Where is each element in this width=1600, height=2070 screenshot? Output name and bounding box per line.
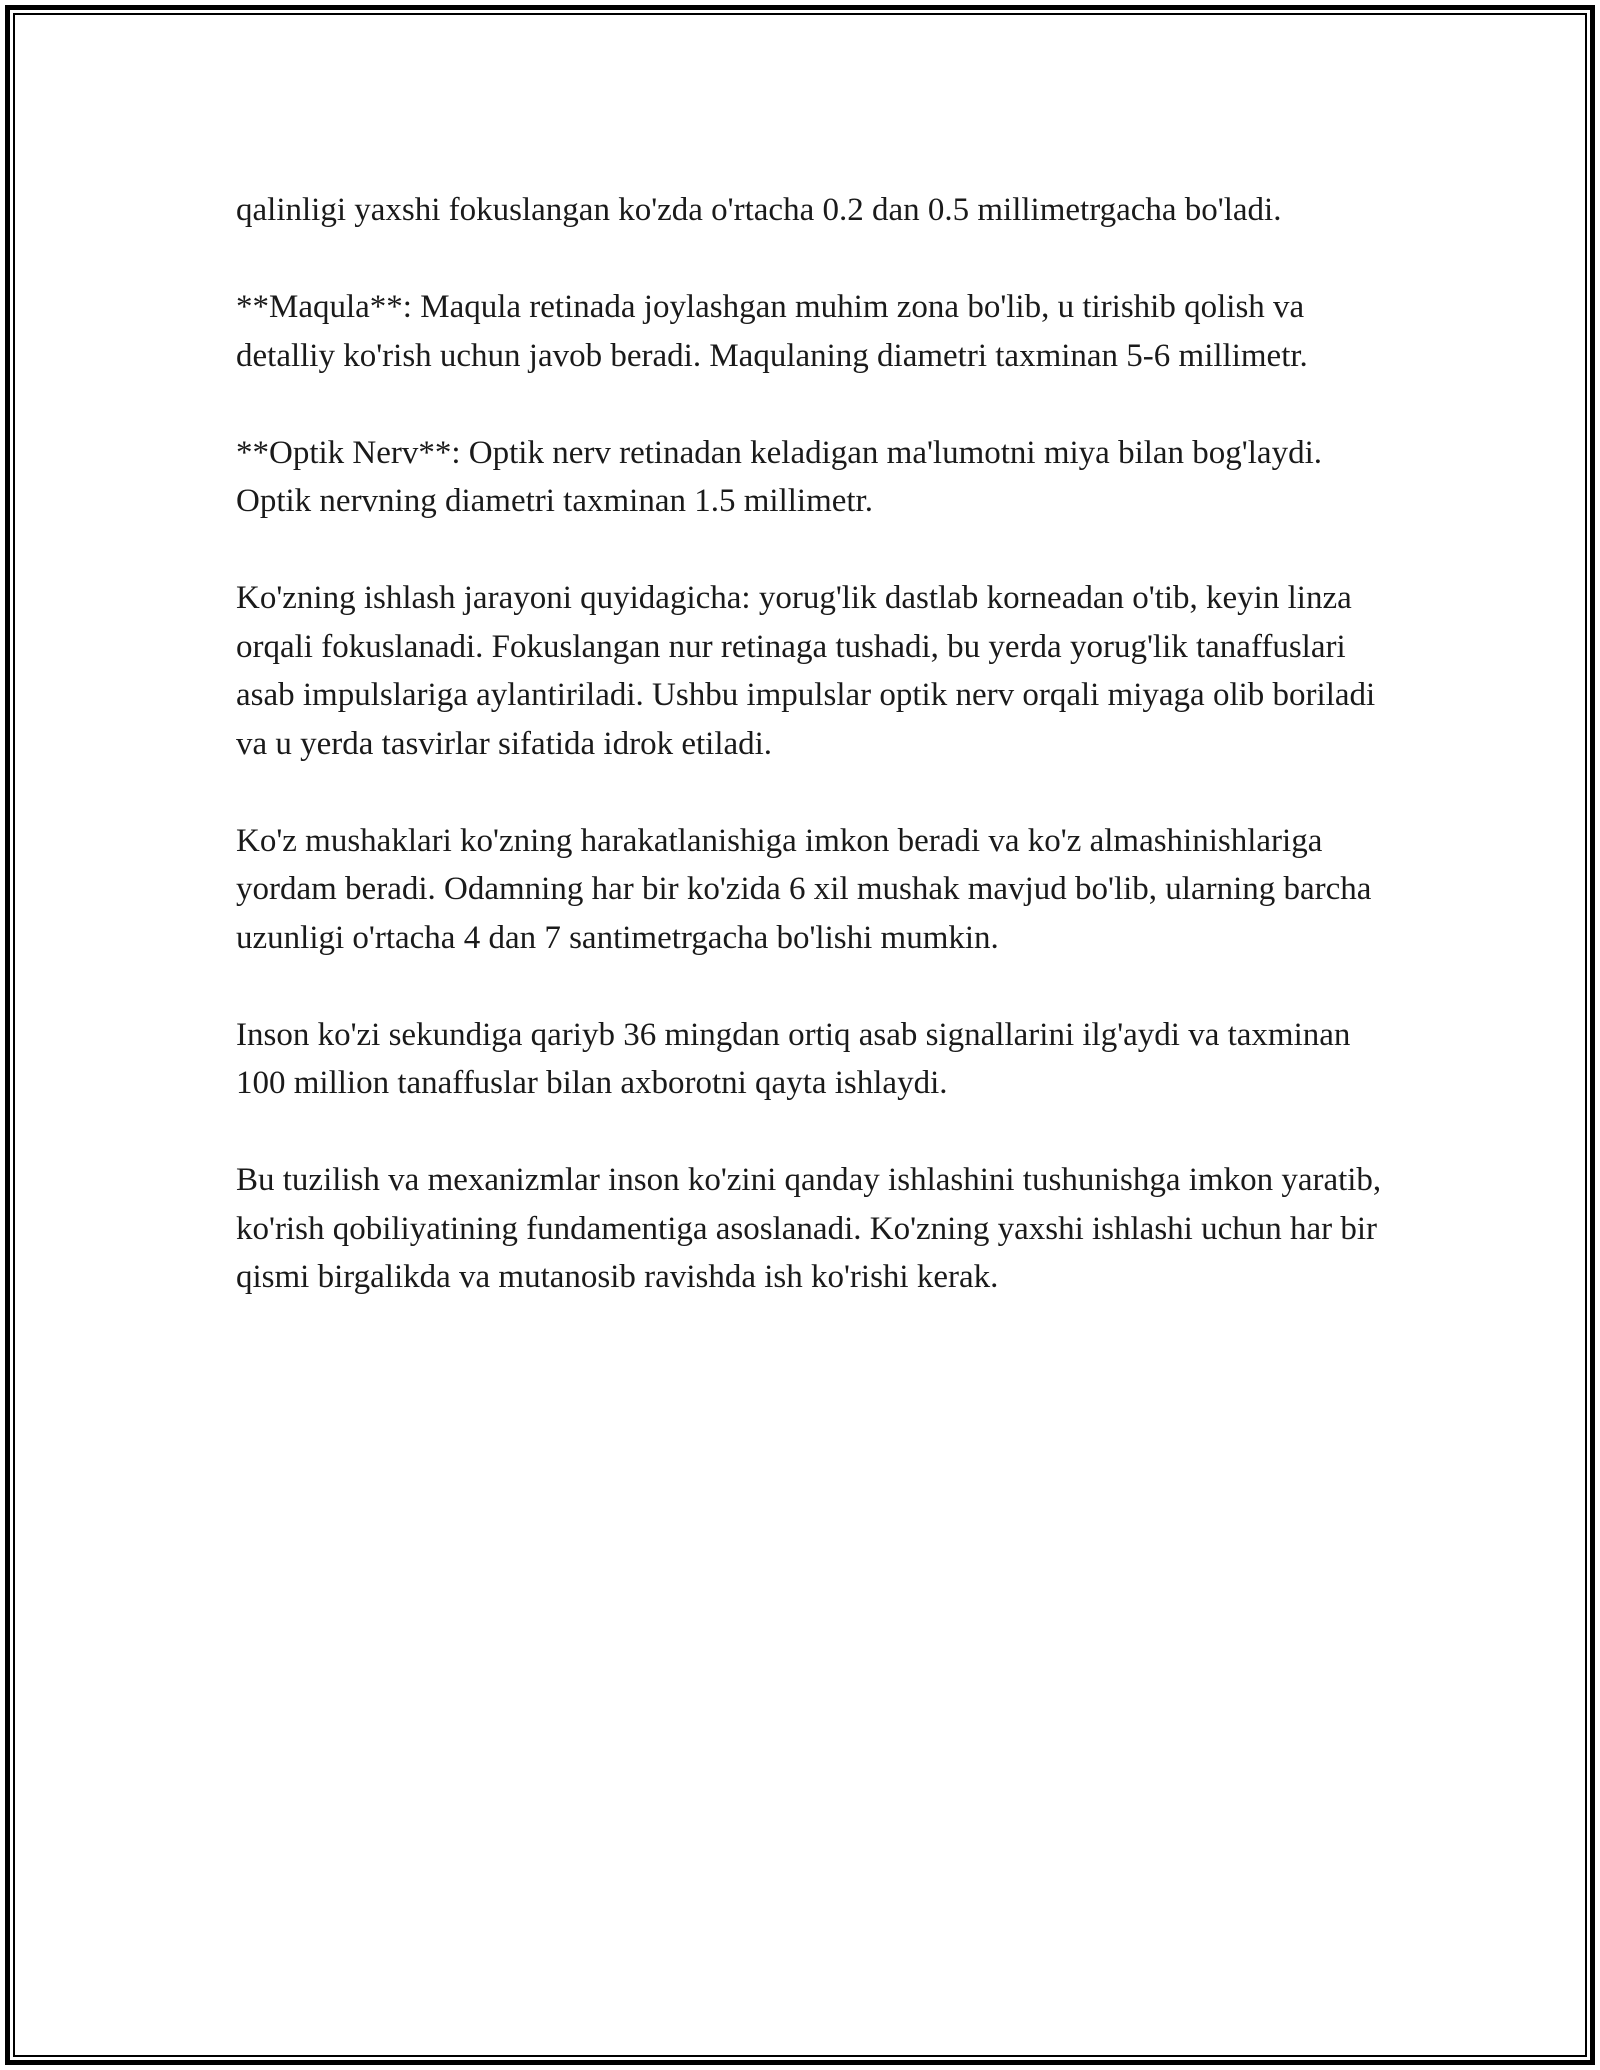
paragraph-retina-thickness: qalinligi yaxshi fokuslangan ko'zda o'rtacha 0.2 dan 0.5 millimetrgacha bo'ladi. [236,192,1282,228]
paragraph-optic-nerve: **Optik Nerv**: Optik nerv retinadan keladigan ma'lumotni miya bilan bog'laydi. Optik nervning diametri taxminan 1.5 millimetr. [236,434,1322,519]
paragraph-macula: **Maqula**: Maqula retinada joylashgan muhim zona bo'lib, u tirishib qolish va detalliy ko'rish uchun javob beradi. Maqulaning diametri taxminan 5-6 millimetr. [236,289,1308,374]
paragraph-eye-process: Ko'zning ishlash jarayoni quyidagicha: yorug'lik dastlab korneadan o'tib, keyin linza orqali fokuslanadi. Fokuslangan nur retinaga tushadi, bu yerda yorug'lik tanaffuslari asab impulslariga aylantiriladi. Ushbu impulslar optik nerv orqali miyaga olib boriladi va u yerda tasvirlar sifatida idrok etiladi. [236,580,1376,762]
paragraph-conclusion: Bu tuzilish va mexanizmlar inson ko'zini qanday ishlashini tushunishga imkon yaratib, ko'rish qobiliyatining fundamentiga asoslanadi. Ko'zning yaxshi ishlashi uchun har bir qismi birgalikda va mutanosib ravishda ish ko'rishi kerak. [236,1162,1382,1295]
document-body [236,186,1386,1350]
paragraph-eye-muscles: Ko'z mushaklari ko'zning harakatlanishiga imkon beradi va ko'z almashinishlariga yordam beradi. Odamning har bir ko'zida 6 xil mushak mavjud bo'lib, ularning barcha uzunligi o'rtacha 4 dan 7 santimetrgacha bo'lishi mumkin. [236,822,1372,956]
paragraph-eye-signals: Inson ko'zi sekundiga qariyb 36 mingdan ortiq asab signallarini ilg'aydi va taxminan 100 million tanaffuslar bilan axborotni qayta ishlaydi. [236,1016,1351,1101]
